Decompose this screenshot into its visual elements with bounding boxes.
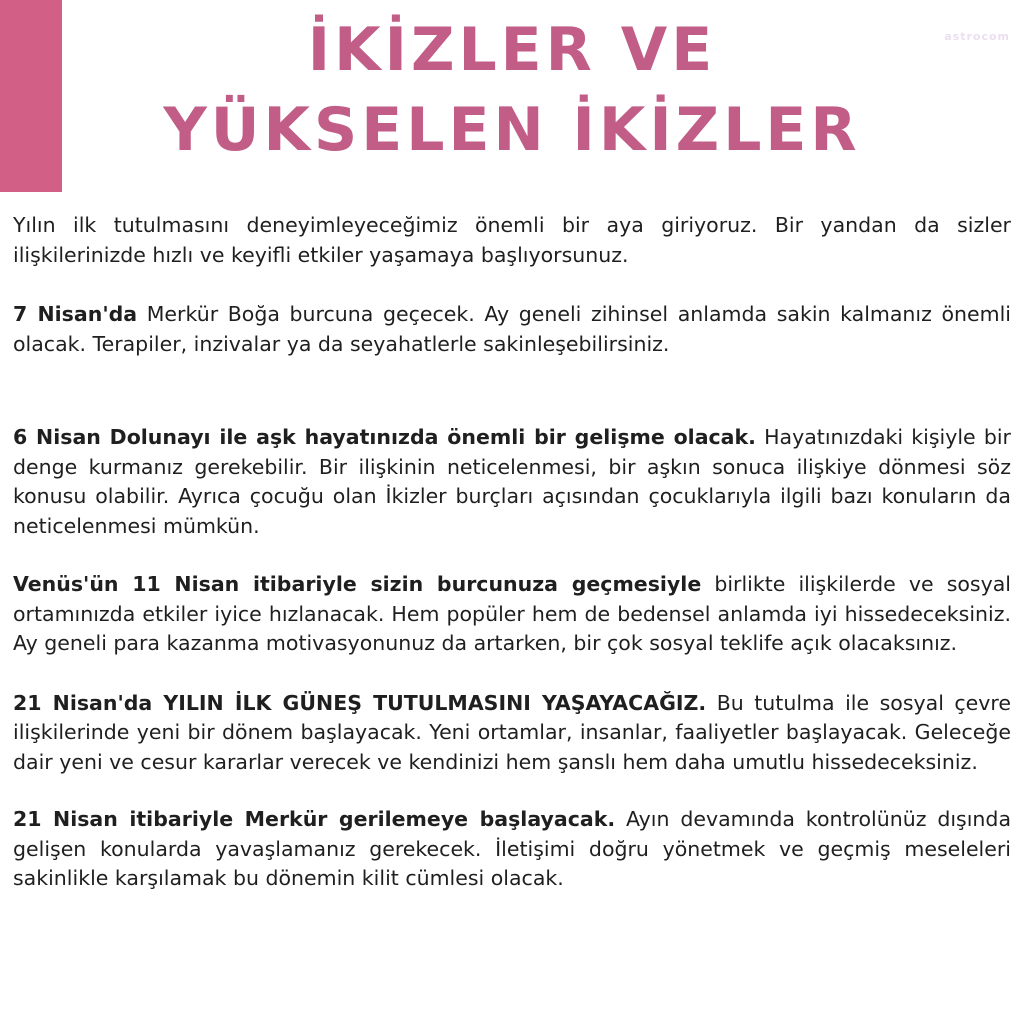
paragraph-dolunay (13, 423, 1011, 541)
paragraph-lead: 7 Nisan'da (13, 302, 138, 326)
paragraph-text: Hayatınızdaki kişiyle bir denge kurmanız gerekebilir. Bir ilişkinin neticelenmesi, bir aşkın sonuca ilişkiye dönmesi söz konusu olabilir. Ayrıca çocuğu olan İkizler burçları açısından çocuklarıyla ilgili bazı konuların da neticelenmesi mümkün. (13, 425, 1011, 538)
watermark: astrocom (944, 30, 1010, 43)
article-body (13, 211, 1011, 894)
paragraph-text: birlikte ilişkilerde ve sosyal ortamınızda etkiler iyice hızlanacak. Hem popüler hem de bedensel anlamda iyi hissedeceksiniz. Ay geneli para kazanma motivasyonunuz da artarken, bir çok sosyal teklife açık olacaksınız. (13, 572, 1011, 655)
paragraph-lead: 21 Nisan'da YILIN İLK GÜNEŞ TUTULMASINI YAŞAYACAĞIZ. (13, 690, 707, 715)
paragraph-lead: 6 Nisan Dolunayı ile aşk hayatınızda önemli bir gelişme olacak. (13, 425, 756, 449)
paragraph-intro (13, 211, 1011, 270)
paragraph-text: Yılın ilk tutulmasını deneyimleyeceğimiz önemli bir aya giriyoruz. Bir yandan da sizler ilişkilerinizde hızlı ve keyifli etkiler yaşamaya başlıyorsunuz. (13, 213, 1011, 267)
page-title (0, 10, 1024, 170)
title-line-1: İKİZLER VE (307, 15, 717, 85)
paragraph-text: Merkür Boğa burcuna geçecek. Ay geneli zihinsel anlamda sakin kalmanız önemli olacak. Terapiler, inzivalar ya da seyahatlerle sakinleşebilirsiniz. (13, 302, 1012, 356)
paragraph-lead: Venüs'ün 11 Nisan itibariyle sizin burcunuza geçmesiyle (13, 572, 702, 596)
title-line-2: YÜKSELEN İKİZLER (163, 95, 861, 165)
paragraph-merkur-gerileme (13, 805, 1011, 894)
paragraph-text: Bu tutulma ile sosyal çevre ilişkilerinde yeni bir dönem başlayacak. Yeni ortamlar, insanlar, faaliyetler başlayacak. Geleceğe dair yeni ve cesur kararlar verecek ve kendinizi hem şanslı hem daha umutlu hissedeceksiniz. (13, 690, 1012, 774)
paragraph-venus (13, 570, 1011, 659)
paragraph-lead: 21 Nisan itibariyle Merkür gerilemeye başlayacak. (13, 807, 616, 831)
paragraph-text: Ayın devamında kontrolünüz dışında gelişen konularda yavaşlamanız gerekecek. İletişimi doğru yönetmek ve geçmiş meseleleri sakinlikle karşılamak bu dönemin kilit cümlesi olacak. (13, 807, 1012, 890)
paragraph-gunes-tutulmasi (13, 689, 1011, 778)
paragraph-merkur-boga (13, 300, 1011, 359)
